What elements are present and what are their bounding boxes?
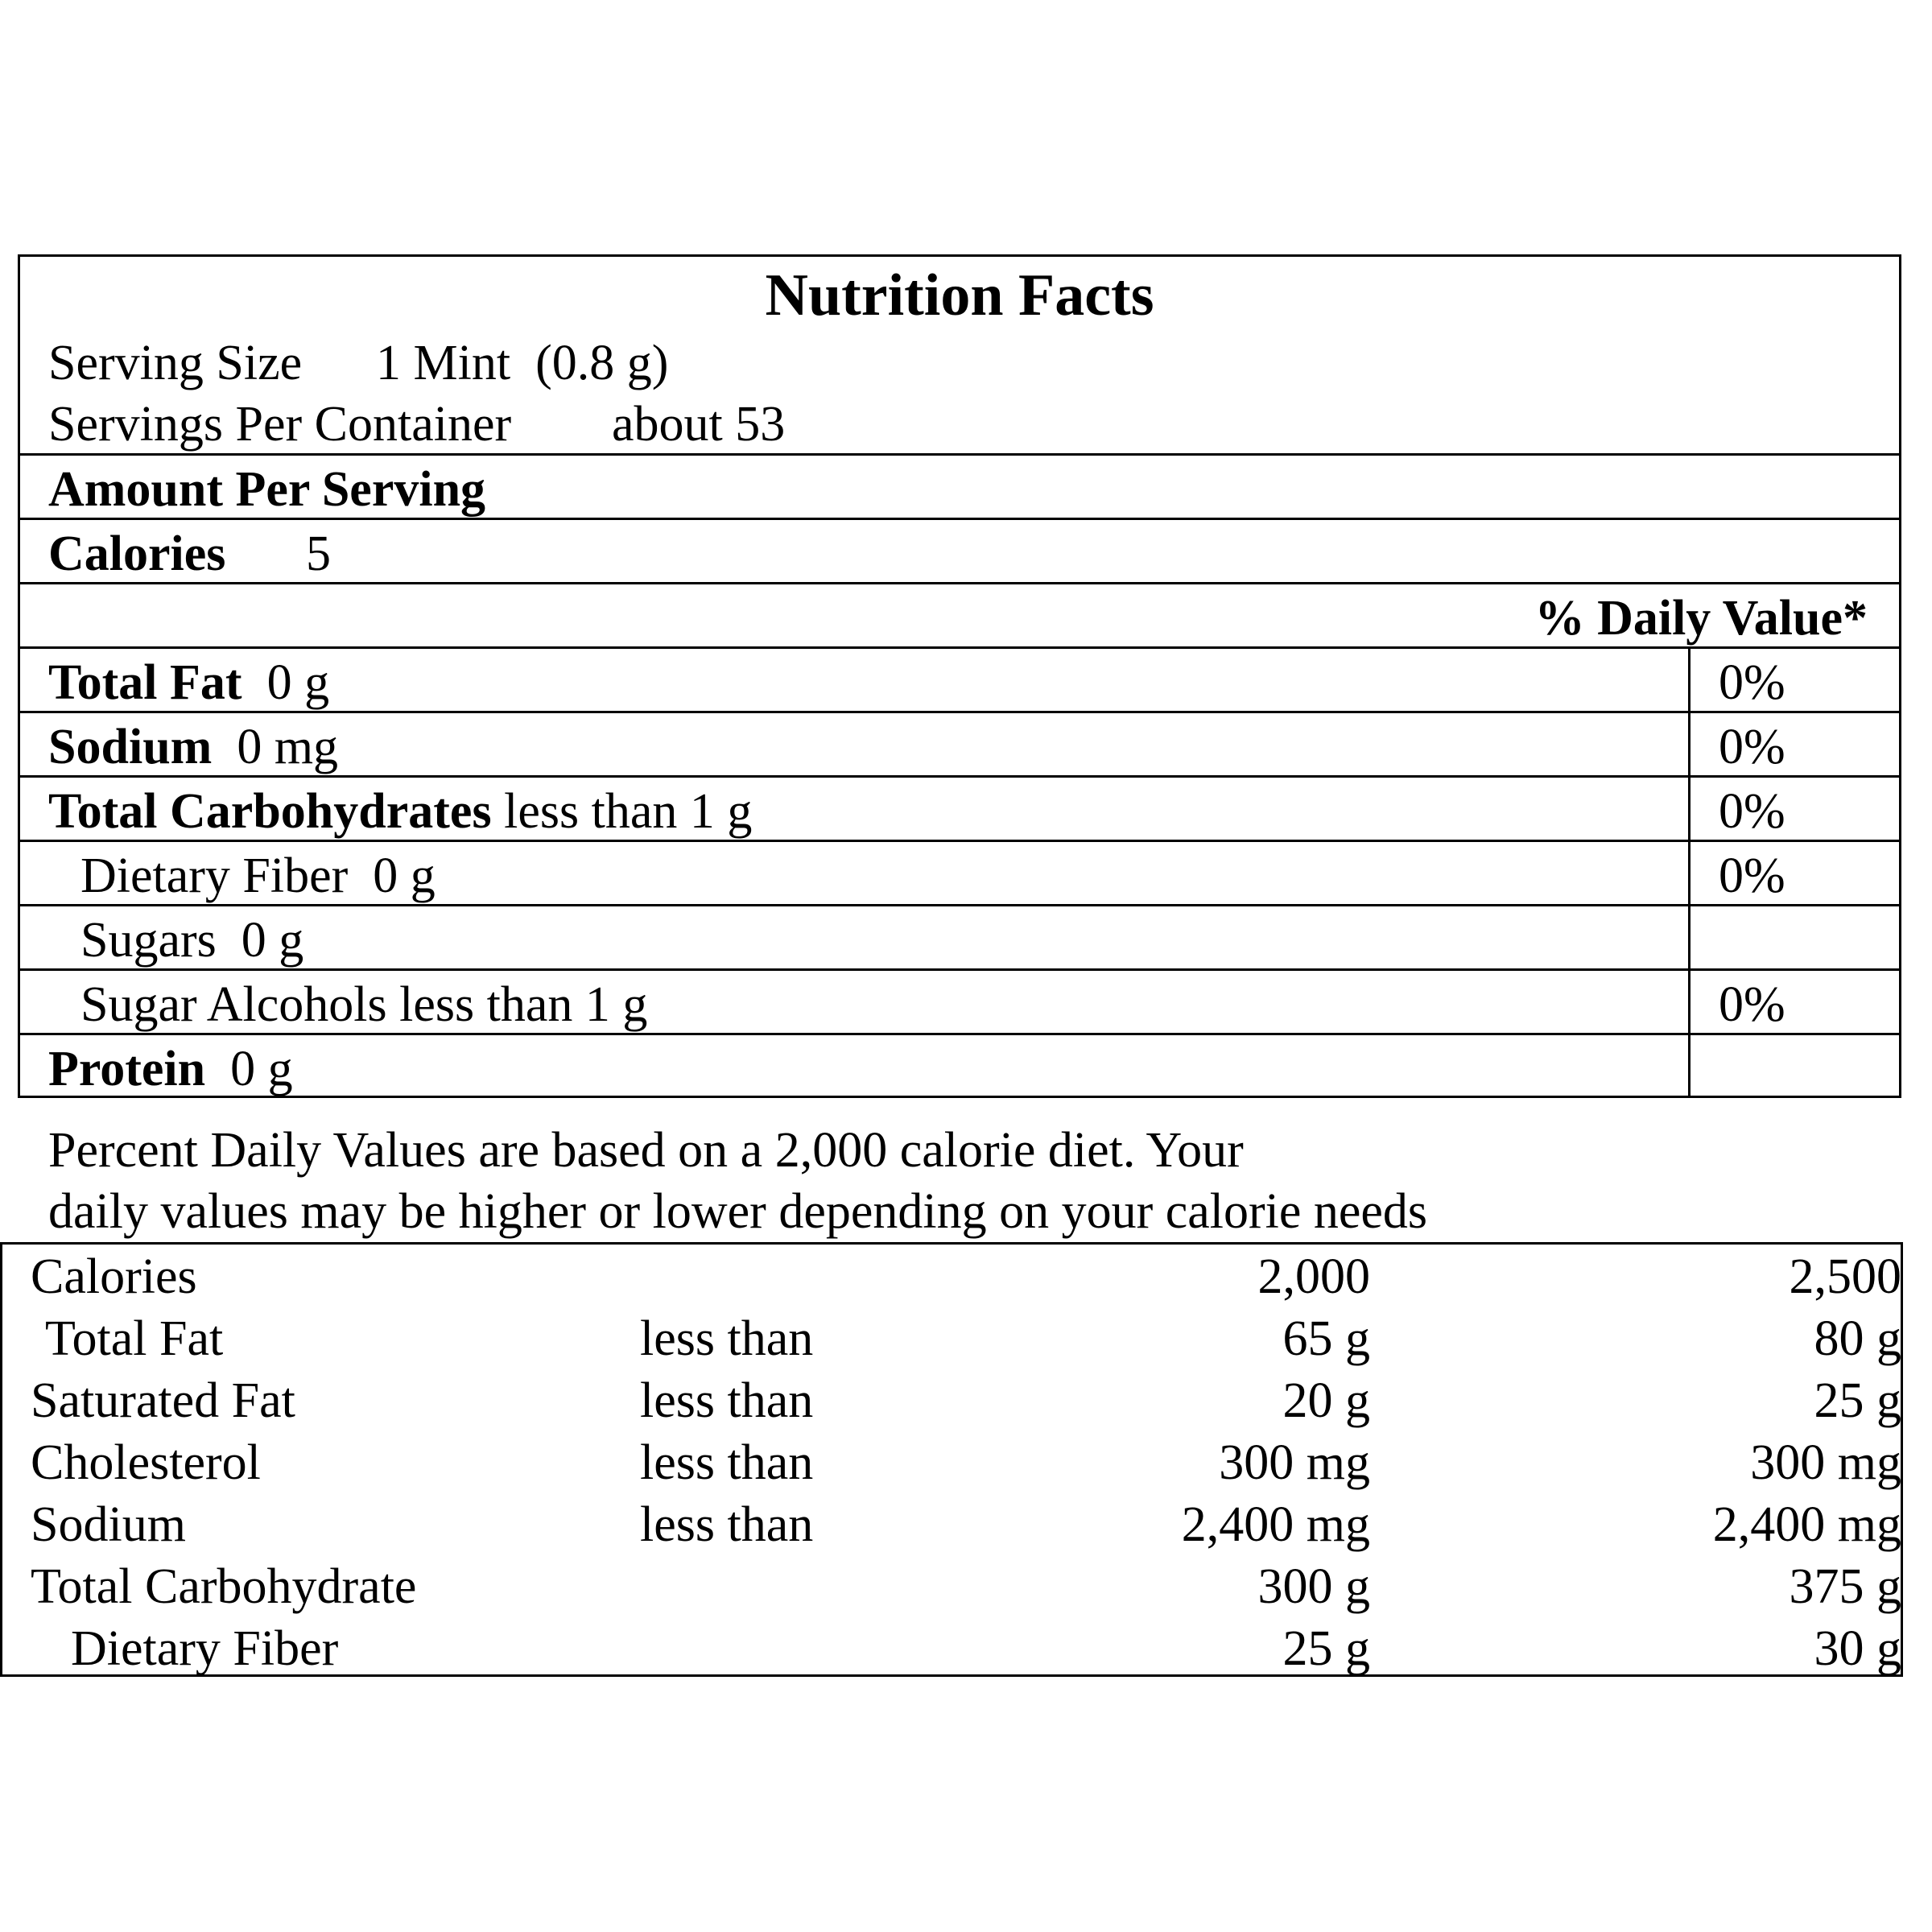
reference-name: Calories <box>31 1249 197 1304</box>
reference-qualifier: less than <box>640 1373 814 1428</box>
nutrient-row <box>48 722 338 772</box>
nutrient-row <box>80 977 648 1032</box>
nutrient-name: Total Fat <box>48 655 242 710</box>
nutrient-name: Sugars <box>80 913 217 968</box>
serving-size-label: Serving Size <box>48 336 303 390</box>
divider <box>18 646 1901 649</box>
label-title: Nutrition Facts <box>765 262 1154 328</box>
divider <box>18 840 1901 842</box>
calories-label: Calories <box>48 526 226 581</box>
nutrient-name: Dietary Fiber <box>80 848 349 903</box>
nutrient-dv: 0% <box>1719 720 1785 774</box>
reference-value-2000: 2,000 <box>1257 1249 1370 1304</box>
nutrient-row <box>48 784 753 839</box>
reference-name: Saturated Fat <box>31 1373 295 1428</box>
nutrient-name: Sodium <box>48 720 213 774</box>
nutrient-amount: 0 mg <box>237 720 339 774</box>
nutrient-amount: less than 1 g <box>399 977 648 1032</box>
divider <box>18 775 1901 778</box>
nutrient-amount: 0 g <box>266 655 330 710</box>
serving-size-value: 1 Mint (0.8 g) <box>376 336 669 390</box>
calories-value: 5 <box>306 526 331 581</box>
divider <box>18 711 1901 713</box>
reference-value-2000: 2,400 mg <box>1181 1497 1370 1552</box>
nutrient-amount: 0 g <box>373 848 436 903</box>
reference-value-2500: 300 mg <box>1750 1435 1901 1490</box>
divider <box>18 453 1901 456</box>
reference-value-2500: 30 g <box>1814 1621 1901 1676</box>
reference-value-2500: 2,400 mg <box>1712 1497 1901 1552</box>
nutrient-name: Protein <box>48 1042 206 1096</box>
reference-name: Dietary Fiber <box>71 1621 339 1676</box>
reference-qualifier: less than <box>640 1311 814 1366</box>
footnote-line-2: daily values may be higher or lower depending on your calorie needs <box>48 1184 1428 1239</box>
reference-name: Total Fat <box>45 1311 224 1366</box>
divider <box>18 968 1901 971</box>
reference-value-2000: 25 g <box>1282 1621 1370 1676</box>
reference-value-2500: 375 g <box>1789 1559 1901 1614</box>
nutrient-dv: 0% <box>1719 977 1785 1032</box>
divider <box>18 582 1901 584</box>
nutrient-dv: 0% <box>1719 784 1785 839</box>
servings-per-container-value: about 53 <box>612 397 786 452</box>
reference-value-2500: 80 g <box>1814 1311 1901 1366</box>
nutrient-row <box>80 848 436 903</box>
reference-name: Sodium <box>31 1497 186 1552</box>
divider <box>18 518 1901 520</box>
nutrient-row <box>80 913 304 968</box>
nutrient-dv: 0% <box>1719 848 1785 903</box>
nutrient-amount: 0 g <box>241 913 304 968</box>
reference-value-2000: 300 mg <box>1219 1435 1370 1490</box>
daily-value-header: % Daily Value* <box>1534 591 1868 646</box>
nutrient-row <box>48 655 330 710</box>
nutrient-name: Sugar Alcohols <box>80 977 387 1032</box>
reference-name: Total Carbohydrate <box>31 1559 417 1614</box>
divider <box>18 1033 1901 1035</box>
amount-per-serving: Amount Per Serving <box>48 462 486 517</box>
nutrient-amount: 0 g <box>230 1042 293 1096</box>
reference-value-2000: 20 g <box>1282 1373 1370 1428</box>
nutrient-amount: less than 1 g <box>504 784 753 839</box>
nutrient-row <box>48 1044 293 1094</box>
nutrient-name: Total Carbohydrates <box>48 784 492 839</box>
footnote-line-1: Percent Daily Values are based on a 2,000 calorie diet. Your <box>48 1123 1244 1178</box>
nutrient-dv: 0% <box>1719 655 1785 710</box>
dv-column-divider <box>1688 646 1690 1098</box>
reference-qualifier: less than <box>640 1497 814 1552</box>
servings-per-container-label: Servings Per Container <box>48 397 512 452</box>
reference-value-2500: 25 g <box>1814 1373 1901 1428</box>
reference-qualifier: less than <box>640 1435 814 1490</box>
divider <box>18 904 1901 906</box>
reference-name: Cholesterol <box>31 1435 261 1490</box>
reference-value-2500: 2,500 <box>1789 1249 1901 1304</box>
reference-value-2000: 65 g <box>1282 1311 1370 1366</box>
reference-value-2000: 300 g <box>1257 1559 1370 1614</box>
